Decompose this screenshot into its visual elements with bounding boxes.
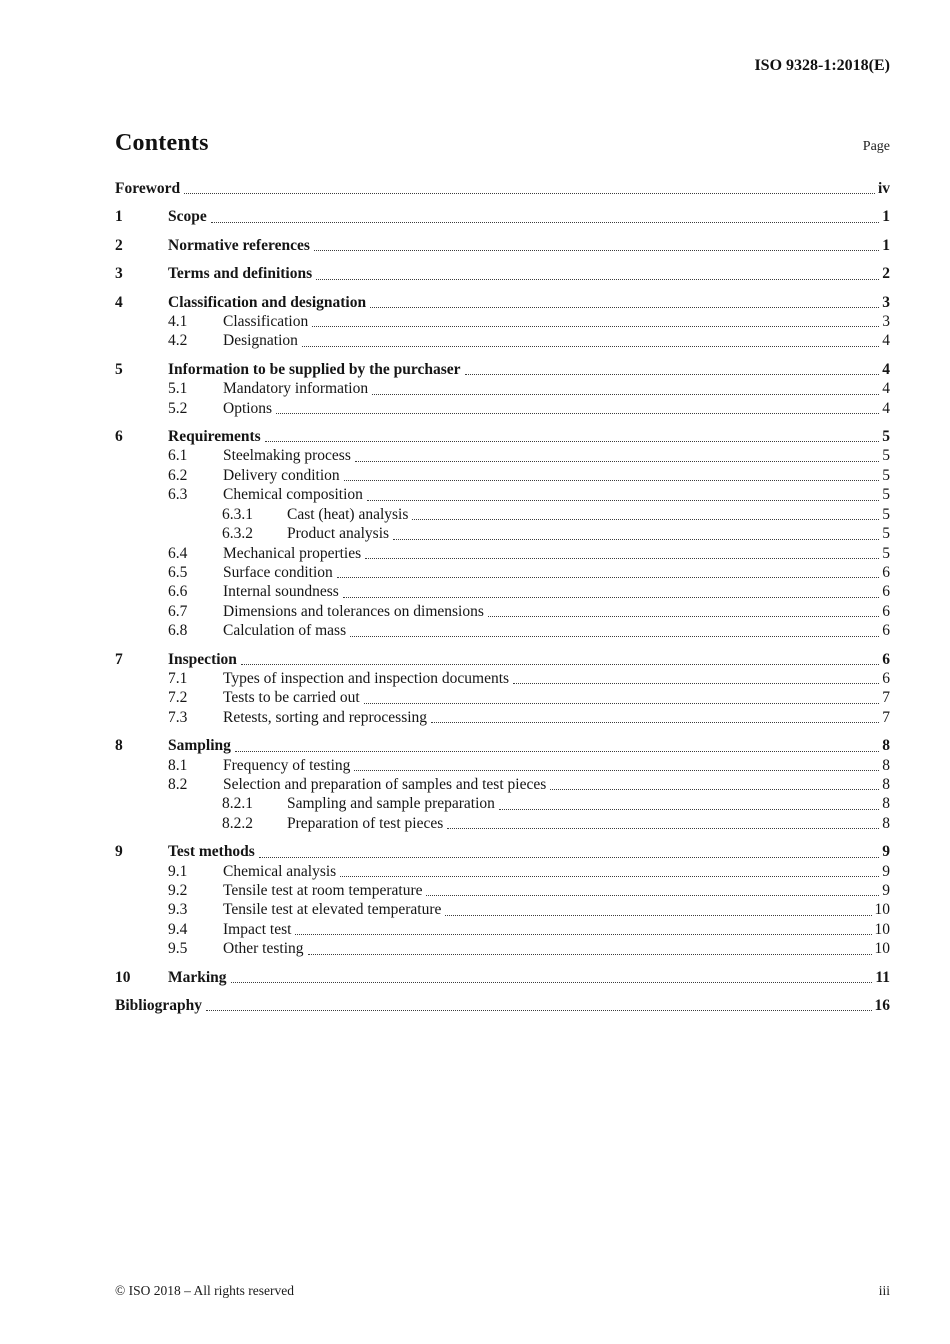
toc-entry-label: Marking: [168, 968, 227, 986]
dot-leader: [211, 222, 880, 223]
toc-entry-page: 9: [882, 843, 890, 861]
toc-entry[interactable]: [115, 842, 890, 861]
contents-title-row: [115, 130, 890, 157]
toc-entry-number: 6.3.1: [222, 505, 253, 523]
dot-leader: [314, 250, 879, 251]
toc-entry[interactable]: [115, 582, 890, 601]
page-title: Contents: [115, 130, 209, 156]
dot-leader: [295, 934, 871, 935]
toc-entry-label: Cast (heat) analysis: [287, 505, 409, 523]
toc-entry-number: 7.2: [168, 689, 188, 707]
toc-entry-label: Dimensions and tolerances on dimensions: [223, 602, 484, 620]
toc-entry-page: 5: [882, 466, 890, 484]
dot-leader: [350, 636, 879, 637]
toc-entry[interactable]: [115, 563, 890, 582]
toc-entry-page: 6: [882, 622, 890, 640]
toc-entry[interactable]: [115, 446, 890, 465]
toc-entry-page: 8: [882, 795, 890, 813]
toc-entry-page: 5: [882, 525, 890, 543]
toc-entry[interactable]: [115, 650, 890, 669]
toc-entry[interactable]: [115, 427, 890, 446]
toc-entry-number: 6: [115, 428, 123, 446]
toc-entry[interactable]: [115, 939, 890, 958]
toc-entry[interactable]: [115, 775, 890, 794]
toc-entry-label: Steelmaking process: [223, 447, 351, 465]
toc-entry[interactable]: [115, 379, 890, 398]
toc-entry-number: 6.5: [168, 563, 188, 581]
toc-entry-label: Retests, sorting and reprocessing: [223, 708, 428, 726]
toc-entry-label: Bibliography: [115, 997, 202, 1015]
toc-entry-number: 6.4: [168, 544, 188, 562]
toc-entry-page: 4: [882, 332, 890, 350]
toc-entry-label: Information to be supplied by the purchaser: [168, 360, 461, 378]
toc-entry-page: 11: [875, 968, 890, 986]
toc-entry-label: Calculation of mass: [223, 622, 347, 640]
toc-entry[interactable]: [115, 736, 890, 755]
toc-entry-label: Classification: [223, 313, 309, 331]
toc-entry-number: 6.8: [168, 622, 188, 640]
toc-entry[interactable]: [115, 360, 890, 379]
dot-leader: [259, 857, 879, 858]
dot-leader: [265, 441, 880, 442]
toc-entry[interactable]: [115, 814, 890, 833]
dot-leader: [316, 279, 879, 280]
toc-entry[interactable]: [115, 544, 890, 563]
toc-entry-number: 6.2: [168, 466, 188, 484]
toc-entry-number: 6.6: [168, 583, 188, 601]
dot-leader: [354, 770, 879, 771]
toc-entry-label: Test methods: [168, 843, 255, 861]
toc-entry-number: 8.2.1: [222, 795, 253, 813]
toc-entry-number: 1: [115, 208, 123, 226]
toc-entry[interactable]: [115, 862, 890, 881]
toc-entry[interactable]: [115, 669, 890, 688]
toc-entry-page: 5: [882, 447, 890, 465]
dot-leader: [231, 982, 873, 983]
page-number: iii: [878, 1283, 890, 1298]
document-reference: ISO 9328-1:2018(E): [754, 57, 890, 74]
toc-entry[interactable]: [115, 505, 890, 524]
toc-entry-page: 2: [882, 265, 890, 283]
toc-entry-label: Frequency of testing: [223, 756, 351, 774]
toc-entry[interactable]: [115, 621, 890, 640]
toc-entry[interactable]: [115, 688, 890, 707]
toc-entry-number: 9.5: [168, 940, 188, 958]
toc-entry[interactable]: [115, 236, 890, 255]
toc-entry-page: 3: [882, 293, 890, 311]
dot-leader: [302, 346, 879, 347]
toc-entry-page: 8: [882, 775, 890, 793]
toc-entry[interactable]: [115, 794, 890, 813]
dot-leader: [344, 480, 880, 481]
toc-entry-label: Preparation of test pieces: [287, 814, 444, 832]
dot-leader: [445, 915, 871, 916]
toc-entry-label: Designation: [223, 332, 298, 350]
toc-entry-label: Scope: [168, 208, 207, 226]
toc-entry-label: Mandatory information: [223, 380, 369, 398]
toc-entry-number: 5: [115, 360, 123, 378]
toc-entry-number: 9.1: [168, 862, 188, 880]
toc-entry[interactable]: [115, 399, 890, 418]
toc-entry-page: 4: [882, 360, 890, 378]
toc-entry[interactable]: [115, 996, 890, 1015]
toc-entry-page: 7: [882, 689, 890, 707]
toc-entry-page: 10: [874, 920, 890, 938]
toc-entry-number: 8.2: [168, 775, 188, 793]
toc-entry-number: 7: [115, 650, 123, 668]
toc-entry-page: 8: [882, 814, 890, 832]
toc-entry-number: 6.7: [168, 602, 188, 620]
toc-entry-label: Tests to be carried out: [223, 689, 360, 707]
dot-leader: [513, 683, 879, 684]
toc-entry[interactable]: [115, 524, 890, 543]
dot-leader: [337, 577, 879, 578]
toc-entry-page: 6: [882, 650, 890, 668]
toc-entry-label: Surface condition: [223, 563, 333, 581]
toc-entry-label: Sampling: [168, 737, 231, 755]
dot-leader: [308, 954, 872, 955]
toc-entry[interactable]: [115, 708, 890, 727]
dot-leader: [235, 751, 879, 752]
toc-entry-label: Internal soundness: [223, 583, 339, 601]
toc-entry-page: 6: [882, 602, 890, 620]
toc-entry[interactable]: [115, 331, 890, 350]
toc-entry-number: 4: [115, 293, 123, 311]
page-header: [115, 56, 890, 76]
toc-entry-number: 4.1: [168, 313, 188, 331]
dot-leader: [206, 1010, 872, 1011]
dot-leader: [488, 616, 879, 617]
toc-entry-number: 9.3: [168, 901, 188, 919]
toc-entry-label: Chemical analysis: [223, 862, 337, 880]
toc-entry-page: 6: [882, 583, 890, 601]
dot-leader: [372, 394, 879, 395]
dot-leader: [184, 193, 875, 194]
toc-entry-page: 8: [882, 737, 890, 755]
dot-leader: [550, 789, 879, 790]
toc-entry-page: 5: [882, 505, 890, 523]
toc-entry[interactable]: [115, 293, 890, 312]
dot-leader: [465, 374, 880, 375]
toc-entry[interactable]: [115, 207, 890, 226]
dot-leader: [370, 307, 879, 308]
dot-leader: [365, 558, 879, 559]
page-column-label: Page: [862, 139, 890, 154]
dot-leader: [431, 722, 879, 723]
toc-entry-page: 5: [882, 428, 890, 446]
toc-entry[interactable]: [115, 179, 890, 198]
toc-entry-label: Types of inspection and inspection documents: [223, 669, 510, 687]
toc-entry-label: Chemical composition: [223, 486, 363, 504]
dot-leader: [241, 664, 879, 665]
toc-entry-label: Mechanical properties: [223, 544, 362, 562]
toc-entry[interactable]: [115, 881, 890, 900]
toc-entry-page: 6: [882, 669, 890, 687]
toc-entry-label: Sampling and sample preparation: [287, 795, 495, 813]
toc-entry[interactable]: [115, 264, 890, 283]
toc-entry-label: Tensile test at room temperature: [223, 882, 423, 899]
toc-entry-label: Delivery condition: [223, 466, 340, 484]
dot-leader: [312, 326, 879, 327]
toc-entry-number: 3: [115, 265, 123, 283]
toc-entry-number: 4.2: [168, 332, 188, 350]
toc-entry-number: 8.2.2: [222, 814, 253, 832]
dot-leader: [412, 519, 879, 520]
toc-entry-label: Inspection: [168, 650, 237, 668]
toc-entry-page: 7: [882, 708, 890, 726]
dot-leader: [276, 413, 879, 414]
dot-leader: [447, 828, 879, 829]
toc-entry-number: 7.3: [168, 708, 188, 726]
toc-entry-number: 9.4: [168, 920, 188, 938]
toc-entry-label: Selection and preparation of samples and test pieces: [223, 775, 547, 793]
toc-entry-page: iv: [877, 180, 890, 197]
toc-entry-page: 5: [882, 486, 890, 504]
toc-entry[interactable]: [115, 602, 890, 621]
toc-entry-label: Normative references: [168, 236, 310, 254]
toc-entry[interactable]: [115, 466, 890, 485]
toc-entry-number: 6.1: [168, 447, 188, 465]
toc-entry-label: Impact test: [223, 920, 292, 938]
toc-entry-number: 5.1: [168, 380, 188, 398]
toc-list: [115, 179, 890, 1015]
toc-entry-page: 3: [882, 313, 890, 331]
toc-entry-label: Other testing: [223, 940, 304, 958]
toc-entry-label: Foreword: [115, 180, 181, 197]
toc-entry-label: Terms and definitions: [168, 265, 313, 283]
dot-leader: [426, 895, 879, 896]
toc-entry-page: 16: [874, 997, 890, 1015]
toc-entry-page: 1: [882, 236, 890, 254]
toc-entry[interactable]: [115, 485, 890, 504]
dot-leader: [355, 461, 879, 462]
toc-entry-page: 4: [882, 380, 890, 398]
toc-entry-label: Product analysis: [287, 525, 390, 543]
dot-leader: [499, 809, 879, 810]
toc-entry-label: Classification and designation: [168, 293, 367, 311]
toc-entry-label: Requirements: [168, 428, 261, 446]
toc-entry[interactable]: [115, 312, 890, 331]
toc-entry-page: 6: [882, 563, 890, 581]
toc-entry[interactable]: [115, 756, 890, 775]
toc-entry-number: 8.1: [168, 756, 188, 774]
toc-entry[interactable]: [115, 900, 890, 919]
page-footer: [115, 1283, 890, 1299]
toc-entry-page: 8: [882, 756, 890, 774]
dot-leader: [393, 539, 879, 540]
toc-entry-label: Options: [223, 399, 273, 417]
toc-entry-number: 9: [115, 843, 123, 861]
copyright-notice: © ISO 2018 – All rights reserved: [115, 1283, 294, 1298]
toc-entry-page: 10: [874, 940, 890, 958]
toc-entry-page: 5: [882, 544, 890, 562]
toc-entry-page: 9: [882, 862, 890, 880]
toc-entry-number: 5.2: [168, 399, 188, 417]
toc-entry[interactable]: [115, 968, 890, 987]
toc-entry-number: 7.1: [168, 669, 188, 687]
dot-leader: [340, 876, 879, 877]
toc-entry-number: 9.2: [168, 882, 188, 899]
toc-entry-number: 10: [115, 968, 131, 986]
toc-entry-page: 4: [882, 399, 890, 417]
dot-leader: [343, 597, 879, 598]
toc-entry-label: Tensile test at elevated temperature: [223, 901, 442, 919]
toc-entry-number: 2: [115, 236, 123, 254]
dot-leader: [367, 500, 879, 501]
toc-entry-number: 6.3.2: [222, 525, 253, 543]
toc-entry-page: 9: [882, 882, 890, 899]
toc-entry-number: 6.3: [168, 486, 188, 504]
toc-entry-page: 1: [882, 208, 890, 226]
toc-entry-page: 10: [874, 901, 890, 919]
dot-leader: [364, 703, 880, 704]
toc-entry[interactable]: [115, 920, 890, 939]
toc-entry-number: 8: [115, 737, 123, 755]
